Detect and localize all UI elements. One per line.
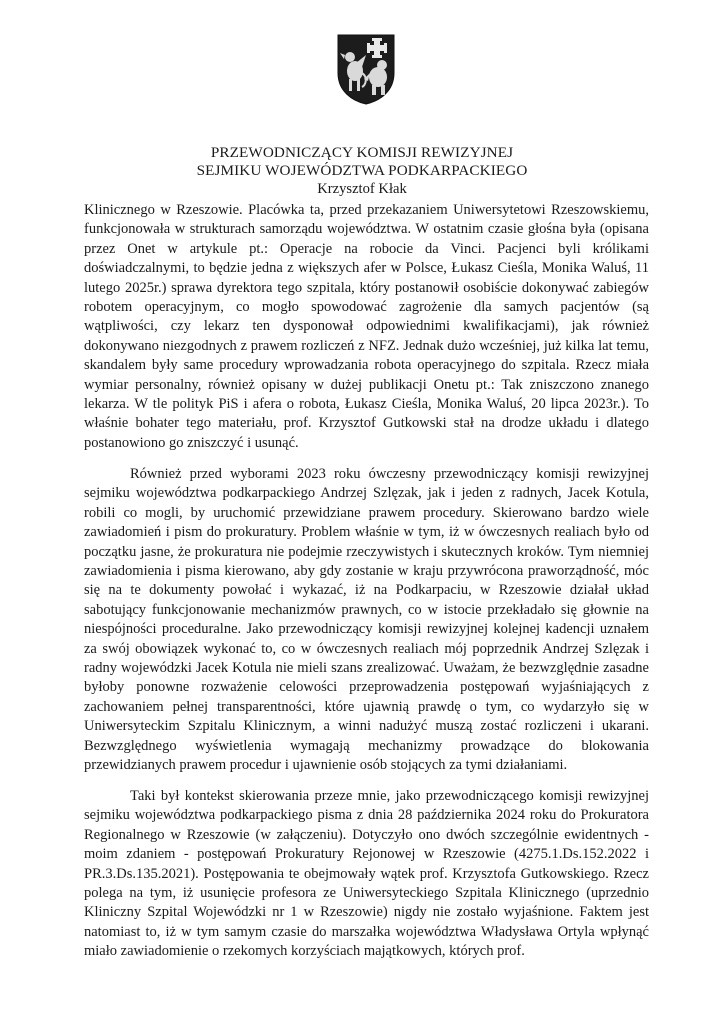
body-paragraph-1 <box>84 201 649 453</box>
paragraph-text: Taki był kontekst skierowania przeze mnie, jako przewodniczącego komisji rewizyjnej sejmiku województwa podkarpackiego pisma z dnia 28 października 2024 roku do Prokuratora Regionalnego w Rzeszowie (w załączeniu). Dotyczyło ono dwóch szczególnie ewidentnych - moim zdaniem - postępowań Prokuratury Rejonowej w Rzeszowie (4275.1.Ds.152.2022 i PR.3.Ds.135.2021). Postępowania te obejmowały wątek prof. Krzysztofa Gutkowskiego. Rzecz polega na tym, iż usunięcie profesora ze Uniwersyteckiego Szpitala Klinicznego (uprzednio Kliniczny Szpital Wojewódzki nr 1 w Rzeszowie) nigdy nie zostało wyjaśnione. Faktem jest natomiast to, iż w tym samym czasie do marszałka województwa Władysława Ortyla wpłynąć miało zawiadomienie o rzekomych korzyściach majątkowych, których prof. <box>84 788 649 960</box>
header-author-name: Krzysztof Kłak <box>317 181 407 197</box>
header-title-line-2: SEJMIKU WOJEWÓDZTWA PODKARPACKIEGO <box>196 162 528 179</box>
body-paragraph-2 <box>84 465 649 776</box>
paragraph-text: Klinicznego w Rzeszowie. Placówka ta, przed przekazaniem Uniwersytetowi Rzeszowskiemu, funkcjonowała w strukturach samorządu województwa. W ostatnim czasie głośna była (opisana przez Onet w artykule pt.: Operacje na robocie da Vinci. Pacjenci byli królikami doświadczalnymi, to będzie jedna z większych afer w Polsce, Łukasz Cieśla, Monika Waluś, 11 lutego 2025r.) sprawa dyrektora tego szpitala, który postanowił osobiście dokonywać zabiegów robotem operacyjnym, co mogło spowodować zagrożenie dla samych pacjentów (są wątpliwości, czy lekarz ten dysponował odpowiednimi kwalifikacjami), jak również dokonywano niezgodnych z prawem rozliczeń z NFZ. Jednak dużo wcześniej, już kilka lat temu, skandalem były same procedury wprowadzania robota operacyjnego do szpitala. Rzecz miała wymiar personalny, również opisany w dużej publikacji Onetu pt.: Tak zniszczono znanego lekarza. W tle polityk PiS i afera o robota, Łukasz Cieśla, Monika Waluś, 20 lipca 2023r.). To właśnie bohater tego materiału, prof. Krzysztof Gutkowski stał na drodze układu i dlatego postanowiono go zniszczyć i usunąć. <box>84 202 649 451</box>
body-paragraph-3 <box>84 787 649 962</box>
paragraph-text: Również przed wyborami 2023 roku ówczesny przewodniczący komisji rewizyjnej sejmiku województwa podkarpackiego Andrzej Szlęzak, jak i jeden z radnych, Jacek Kotula, robili co mogli, by uruchomić przewidziane prawem procedury. Skierowano bardzo wiele zawiadomień i pism do prokuratury. Problem właśnie w tym, iż w ówczesnych realiach było od początku jasne, że prokuratura nie podejmie rzeczywistych i skutecznych kroków. Tym niemniej zawiadomienia i pisma kierowano, aby gdy zostanie w kraju przywrócona praworządność, móc się na te dokumenty powołać i wykazać, iż na Podkarpaciu, w Rzeszowie działał układ sabotujący funkcjonowanie mechanizmów prawnych, co w istocie przekładało się głownie na niespójności proceduralne. Jako przewodniczący komisji rewizyjnej kolejnej kadencji uznałem za swój obowiązek wykonać to, co w ówczesnych realiach mój poprzednik Andrzej Szlęzak i radny wojewódzki Jacek Kotula nie mieli szans zrealizować. Uważam, że bezwzględnie zasadne byłoby ponowne rozważenie celowości przeprowadzenia postępowań wyjaśniających z zachowaniem pełnej transparentności, które ujawnią prawdę o tym, co wydarzyło się w Uniwersyteckim Szpitalu Klinicznym, a winni nadużyć muszą zostać rozliczeni i ukarani. Bezwzględnego wyświetlenia wymagają mechanizmy prowadzące do blokowania przewidzianych prawem procedur i ujawnienie osób stojących za tymi działaniami. <box>84 466 649 774</box>
header-title-line-1: PRZEWODNICZĄCY KOMISJI REWIZYJNEJ <box>210 144 514 161</box>
coat-of-arms-icon <box>336 33 396 105</box>
